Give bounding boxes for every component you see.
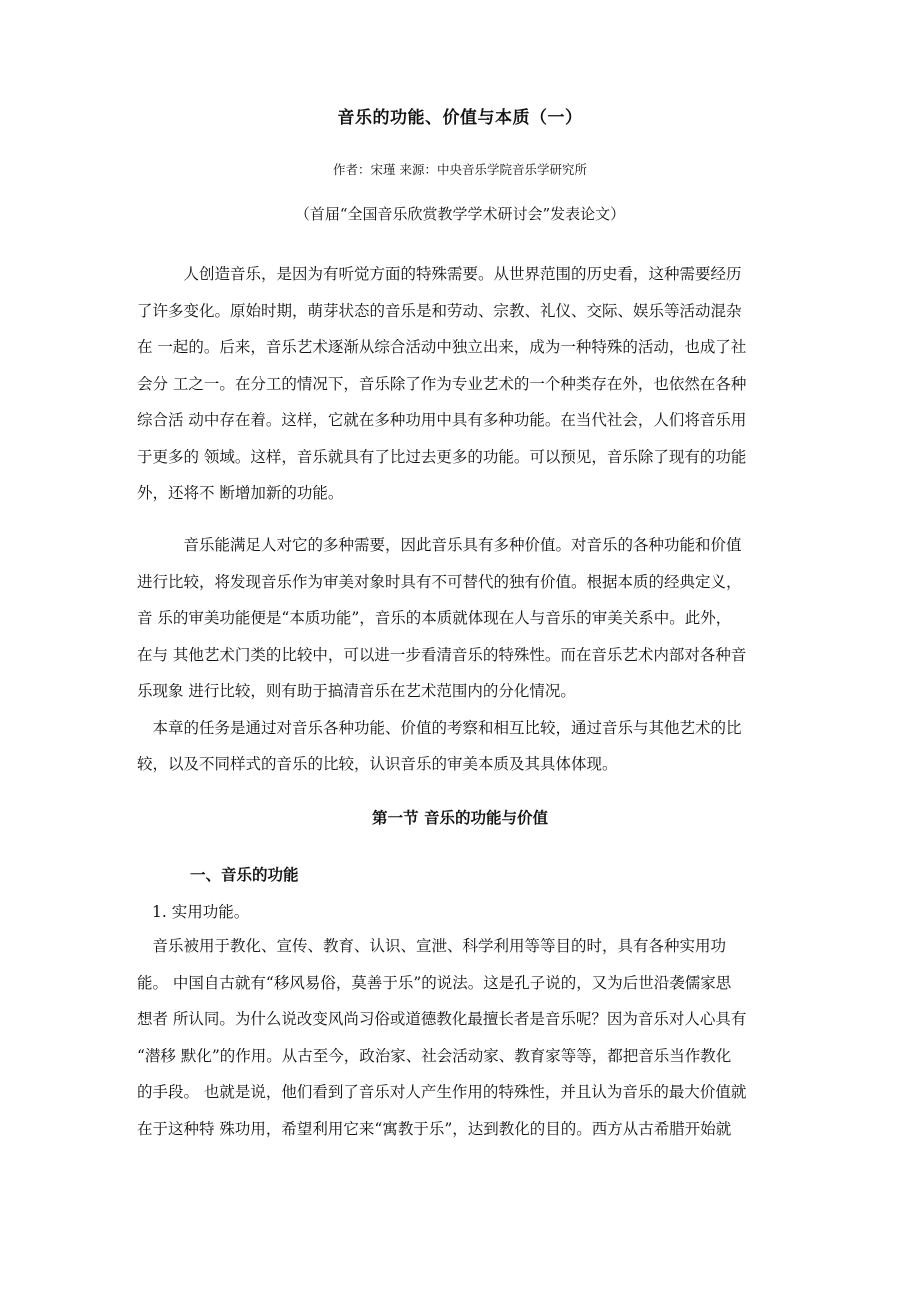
- item-heading: 1. 实用功能。: [152, 903, 250, 921]
- paragraph-line: 音 乐的审美功能便是“本质功能”，音乐的本质就体现在人与音乐的审美关系中。此外，: [137, 609, 732, 627]
- paragraph-line: 乐现象 进行比较，则有助于搞清音乐在艺术范围内的分化情况。: [137, 682, 576, 700]
- document-title: 音乐的功能、价值与本质（一）: [337, 108, 583, 128]
- paragraph-intro: [137, 256, 797, 512]
- paragraph-practical-function: [137, 928, 797, 1147]
- sub-heading: 一、音乐的功能: [190, 865, 299, 884]
- paragraph-line: 了许多变化。原始时期，萌芽状态的音乐是和劳动、宗教、礼仪、交际、娱乐等活动混杂: [137, 301, 742, 320]
- section-heading: 第一节 音乐的功能与价值: [372, 808, 548, 827]
- paragraph-line: 综合活 动中存在着。这样，它就在多种功用中具有多种功能。在当代社会，人们将音乐用: [137, 411, 747, 429]
- paragraph-line: 在于这种特 殊功用，希望利用它来“寓教于乐”，达到教化的目的。西方从古希腊开始就: [137, 1119, 732, 1138]
- paragraph-line: 能。 中国自古就有“移风易俗，莫善于乐”的说法。这是孔子说的，又为后世沿袭儒家思: [137, 973, 732, 992]
- paragraph-value: [137, 527, 797, 783]
- paragraph-line: 本章的任务是通过对音乐各种功能、价值的考察和相互比较，通过音乐与其他艺术的比: [137, 718, 742, 737]
- author-source-line: 作者：宋瑾 来源：中央音乐学院音乐学研究所: [333, 162, 587, 177]
- paragraph-line: “潜移 默化”的作用。从古至今，政治家、社会活动家、教育家等等，都把音乐当作教化: [137, 1046, 732, 1065]
- paragraph-line: 音乐被用于教化、宣传、教育、认识、宣泄、科学利用等等目的时，具有各种实用功: [137, 937, 727, 955]
- paragraph-line: 音乐能满足人对它的多种需要，因此音乐具有多种价值。对音乐的各种功能和价值: [137, 536, 742, 554]
- paragraph-line: 在 一起的。后来，音乐艺术逐渐从综合活动中独立出来，成为一种特殊的活动，也成了社: [137, 338, 747, 356]
- paragraph-line: 在与 其他艺术门类的比较中，可以进一步看清音乐的特殊性。而在音乐艺术内部对各种音: [137, 645, 747, 664]
- paragraph-line: 进行比较，将发现音乐作为审美对象时具有不可替代的独有价值。根据本质的经典定义，: [137, 572, 742, 591]
- paragraph-line: 会分 工之一。在分工的情况下，音乐除了作为专业艺术的一个种类存在外，也依然在各种: [137, 374, 747, 393]
- paragraph-line: 较，以及不同样式的音乐的比较，认识音乐的审美本质及其具体体现。: [137, 755, 618, 773]
- conference-note: （首届“全国音乐欣赏教学学术研讨会”发表论文）: [294, 205, 626, 223]
- paragraph-line: 的手段。 也就是说，他们看到了音乐对人产生作用的特殊性，并且认为音乐的最大价值就: [137, 1083, 747, 1101]
- paragraph-line: 人创造音乐，是因为有听觉方面的特殊需要。从世界范围的历史看，这种需要经历: [137, 265, 742, 283]
- paragraph-line: 想者 所认同。为什么说改变风尚习俗或道德教化最擅长者是音乐呢？因为音乐对人心具有: [137, 1010, 747, 1028]
- paragraph-line: 于更多的 领域。这样，音乐就具有了比过去更多的功能。可以预见，音乐除了现有的功能: [137, 447, 747, 466]
- paragraph-line: 外，还将不 断增加新的功能。: [137, 484, 344, 502]
